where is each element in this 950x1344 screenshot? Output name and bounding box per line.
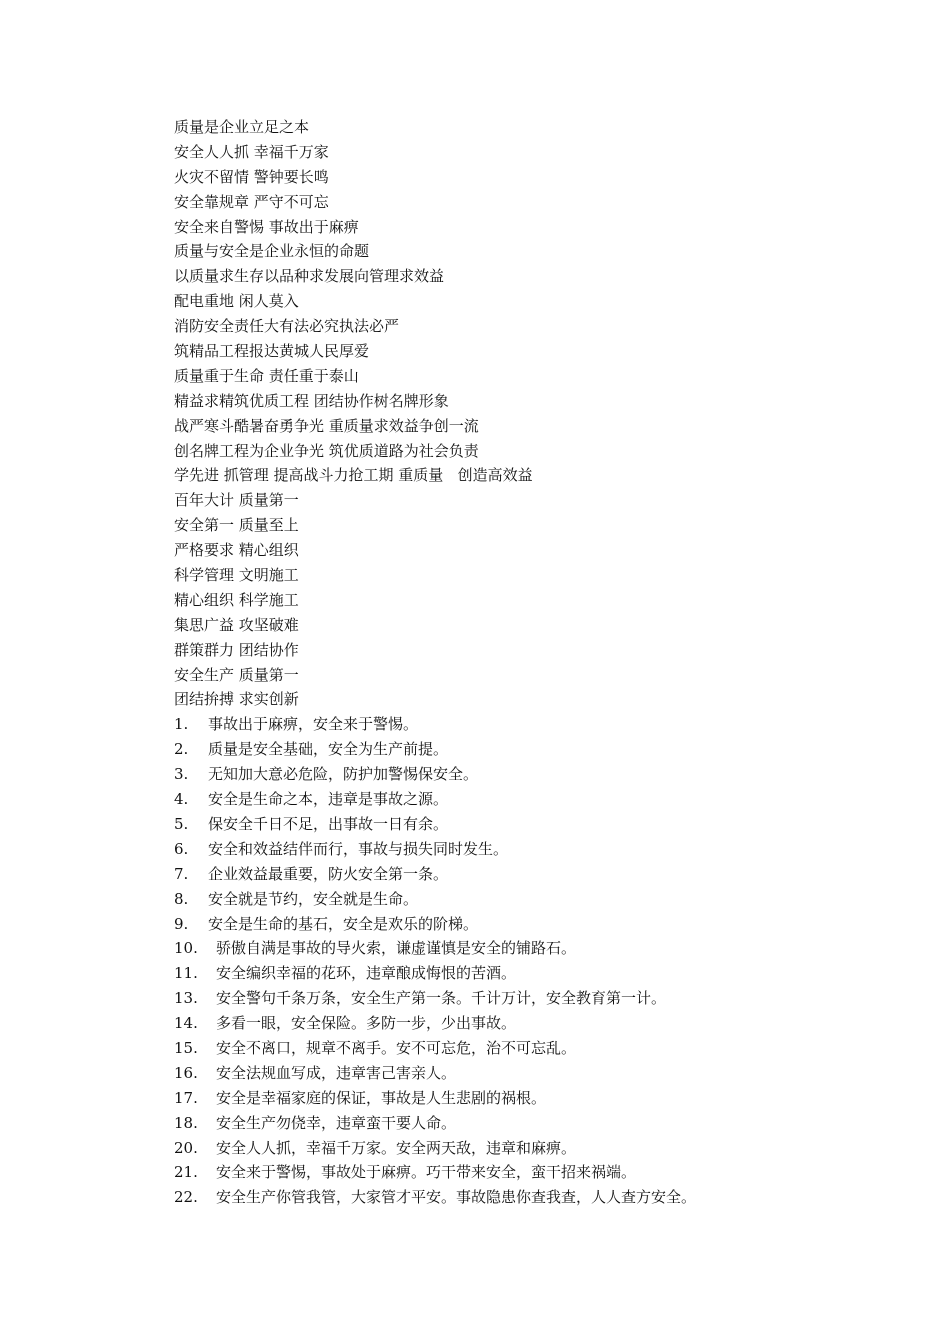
slogan-line: 精心组织 科学施工 xyxy=(174,590,299,609)
item-text: 安全人人抓，幸福千万家。安全两天敌，违章和麻痹。 xyxy=(216,1138,577,1157)
item-number: 5. xyxy=(174,814,189,833)
item-number: 6. xyxy=(174,839,189,858)
slogan-line: 安全人人抓 幸福千万家 xyxy=(174,142,329,161)
numbered-item xyxy=(174,837,874,862)
slogan-line: 群策群力 团结协作 xyxy=(174,640,299,659)
item-number: 4. xyxy=(174,790,189,809)
item-text: 安全警句千条万条，安全生产第一条。千计万计，安全教育第一计。 xyxy=(216,989,667,1008)
item-text: 安全就是节约，安全就是生命。 xyxy=(208,889,419,908)
item-number: 14. xyxy=(174,1014,198,1033)
slogan-line: 百年大计 质量第一 xyxy=(174,491,299,510)
numbered-item xyxy=(174,1185,874,1210)
slogan-line: 创名牌工程为企业争光 筑优质道路为社会负责 xyxy=(174,441,479,460)
numbered-item xyxy=(174,1136,874,1161)
numbered-item xyxy=(174,887,874,912)
item-text: 安全法规血写成，违章害己害亲人。 xyxy=(216,1063,457,1082)
item-number: 8. xyxy=(174,889,189,908)
item-number: 9. xyxy=(174,914,189,933)
slogan-line: 集思广益 攻坚破难 xyxy=(174,615,299,634)
numbered-item xyxy=(174,912,874,937)
numbered-list xyxy=(174,712,874,1210)
item-text: 安全生产勿侥幸，违章蛮干要人命。 xyxy=(216,1113,457,1132)
slogan-line: 以质量求生存以品种求发展向管理求效益 xyxy=(174,267,445,286)
item-number: 2. xyxy=(174,740,189,759)
item-number: 1. xyxy=(174,715,189,734)
item-number: 16. xyxy=(174,1063,198,1082)
item-number: 18. xyxy=(174,1113,198,1132)
slogan-line: 质量是企业立足之本 xyxy=(174,118,310,136)
item-text: 保安全千日不足，出事故一日有余。 xyxy=(208,814,449,833)
slogan-line: 安全靠规章 严守不可忘 xyxy=(174,192,329,211)
slogan-line: 科学管理 文明施工 xyxy=(174,566,299,585)
slogan-line: 学先进 抓管理 提高战斗力抢工期 重质量 创造高效益 xyxy=(174,466,533,485)
item-text: 安全和效益结伴而行，事故与损失同时发生。 xyxy=(208,839,509,858)
item-number: 3. xyxy=(174,765,189,784)
item-number: 17. xyxy=(174,1088,198,1107)
numbered-item xyxy=(174,1111,874,1136)
item-text: 安全是生命的基石，安全是欢乐的阶梯。 xyxy=(208,914,479,933)
item-text: 企业效益最重要，防火安全第一条。 xyxy=(208,864,449,883)
slogan-line: 消防安全责任大有法必究执法必严 xyxy=(174,317,400,336)
numbered-item xyxy=(174,1011,874,1036)
slogan-line: 安全来自警惕 事故出于麻痹 xyxy=(174,217,359,236)
item-text: 事故出于麻痹，安全来于警惕。 xyxy=(208,715,419,734)
slogan-line: 质量重于生命 责任重于泰山 xyxy=(174,366,359,385)
item-text: 质量是安全基础，安全为生产前提。 xyxy=(208,740,449,759)
item-number: 15. xyxy=(174,1038,198,1057)
slogan-line: 严格要求 精心组织 xyxy=(174,541,299,560)
slogan-line: 质量与安全是企业永恒的命题 xyxy=(174,242,370,261)
item-number: 10. xyxy=(174,939,198,958)
item-number: 21. xyxy=(174,1163,198,1182)
slogan-line: 配电重地 闲人莫入 xyxy=(174,292,299,311)
numbered-item xyxy=(174,862,874,887)
slogan-line: 筑精品工程报达黄城人民厚爱 xyxy=(174,342,370,361)
numbered-item xyxy=(174,1061,874,1086)
numbered-item xyxy=(174,1160,874,1185)
slogan-line: 安全生产 质量第一 xyxy=(174,665,299,684)
item-text: 骄傲自满是事故的导火索，谦虚谨慎是安全的铺路石。 xyxy=(216,939,577,958)
numbered-item xyxy=(174,787,874,812)
item-text: 安全是生命之本，违章是事故之源。 xyxy=(208,790,449,809)
slogan-list xyxy=(174,115,874,712)
item-text: 安全编织幸福的花环，违章酿成悔恨的苦酒。 xyxy=(216,964,517,983)
numbered-item xyxy=(174,812,874,837)
item-number: 7. xyxy=(174,864,189,883)
numbered-item xyxy=(174,986,874,1011)
numbered-item xyxy=(174,1086,874,1111)
slogan-line: 安全第一 质量至上 xyxy=(174,516,299,535)
item-text: 安全是幸福家庭的保证，事故是人生悲剧的祸根。 xyxy=(216,1088,547,1107)
numbered-item xyxy=(174,737,874,762)
slogan-line: 团结拚搏 求实创新 xyxy=(174,690,299,709)
item-text: 无知加大意必危险，防护加警惕保安全。 xyxy=(208,765,479,784)
item-number: 22. xyxy=(174,1188,198,1207)
item-text: 安全不离口，规章不离手。安不可忘危，治不可忘乱。 xyxy=(216,1038,577,1057)
item-number: 11. xyxy=(174,964,198,983)
numbered-item xyxy=(174,936,874,961)
item-number: 20. xyxy=(174,1138,198,1157)
document-page xyxy=(174,115,874,1210)
item-text: 安全生产你管我管，大家管才平安。事故隐患你查我查，人人查方安全。 xyxy=(216,1188,697,1207)
slogan-line: 火灾不留情 警钟要长鸣 xyxy=(174,167,329,186)
slogan-line: 精益求精筑优质工程 团结协作树名牌形象 xyxy=(174,391,449,410)
numbered-item xyxy=(174,712,874,737)
numbered-item xyxy=(174,762,874,787)
numbered-item xyxy=(174,961,874,986)
item-text: 多看一眼，安全保险。多防一步，少出事故。 xyxy=(216,1014,517,1033)
item-text: 安全来于警惕，事故处于麻痹。巧干带来安全，蛮干招来祸端。 xyxy=(216,1163,637,1182)
slogan-line: 战严寒斗酷暑奋勇争光 重质量求效益争创一流 xyxy=(174,416,479,435)
item-number: 13. xyxy=(174,989,198,1008)
numbered-item xyxy=(174,1036,874,1061)
